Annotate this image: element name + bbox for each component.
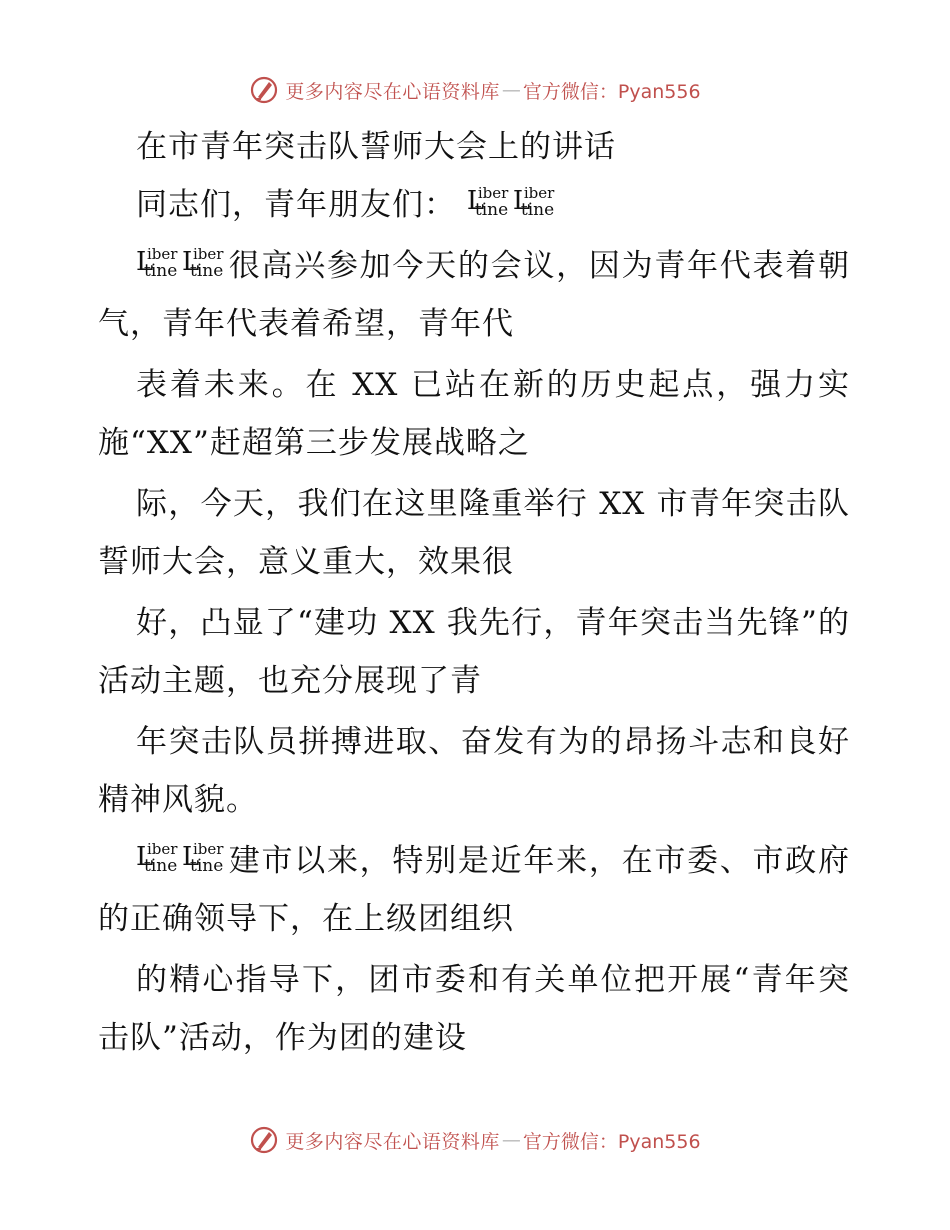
title-text: 在市青年突击队誓师大会上的讲话 — [136, 129, 616, 165]
paragraph — [98, 475, 850, 591]
banner-wechat: 官方微信：Pyan556 — [522, 1130, 701, 1153]
paragraph-text: 好，凸显了“建功 XX 我先行，青年突击当先锋”的活动主题，也充分展现了青 — [98, 605, 850, 699]
banner-wechat: 官方微信：Pyan556 — [522, 80, 701, 103]
paragraph — [98, 594, 850, 710]
paragraph-text: 年突击队员拼搏进取、奋发有为的昂扬斗志和良好精神风貌。 — [98, 724, 850, 818]
paragraph — [98, 832, 850, 948]
libertine-ligature-icon: L iber tine — [466, 184, 509, 220]
banner-dash: — — [501, 1129, 521, 1151]
paragraph — [98, 951, 850, 1067]
paragraph — [98, 237, 850, 353]
header-watermark-banner — [0, 70, 950, 110]
paragraph — [98, 356, 850, 472]
libertine-ligature-icon: L iber tine — [136, 840, 178, 876]
quill-logo-icon — [249, 75, 279, 105]
salutation — [98, 176, 850, 234]
banner-label: 更多内容尽在心语资料库 — [285, 80, 500, 103]
paragraph-text: 表着未来。在 XX 已站在新的历史起点，强力实施“XX”赶超第三步发展战略之 — [98, 367, 850, 461]
quill-logo-icon — [249, 1125, 279, 1155]
banner-dash: — — [501, 79, 521, 101]
paragraph-text: 的精心指导下，团市委和有关单位把开展“青年突击队”活动，作为团的建设 — [98, 962, 850, 1056]
salutation-text: 同志们，青年朋友们： — [136, 187, 456, 223]
footer-watermark-banner — [0, 1120, 950, 1160]
paragraph — [98, 713, 850, 829]
paragraph-text: 际，今天，我们在这里隆重举行 XX 市青年突击队誓师大会，意义重大，效果很 — [98, 486, 850, 580]
paragraph-text: 很高兴参加今天的会议，因为青年代表着朝气，青年代表着希望，青年代 — [98, 248, 850, 342]
document-body — [98, 118, 850, 1070]
document-title — [98, 118, 850, 176]
libertine-ligature-icon: L iber tine — [182, 245, 224, 281]
libertine-ligature-icon: L iber tine — [136, 245, 178, 281]
paragraph-text: 建市以来，特别是近年来，在市委、市政府的正确领导下，在上级团组织 — [98, 843, 850, 937]
banner-label: 更多内容尽在心语资料库 — [285, 1130, 500, 1153]
libertine-ligature-icon: L iber tine — [512, 184, 555, 220]
libertine-ligature-icon: L iber tine — [182, 840, 224, 876]
